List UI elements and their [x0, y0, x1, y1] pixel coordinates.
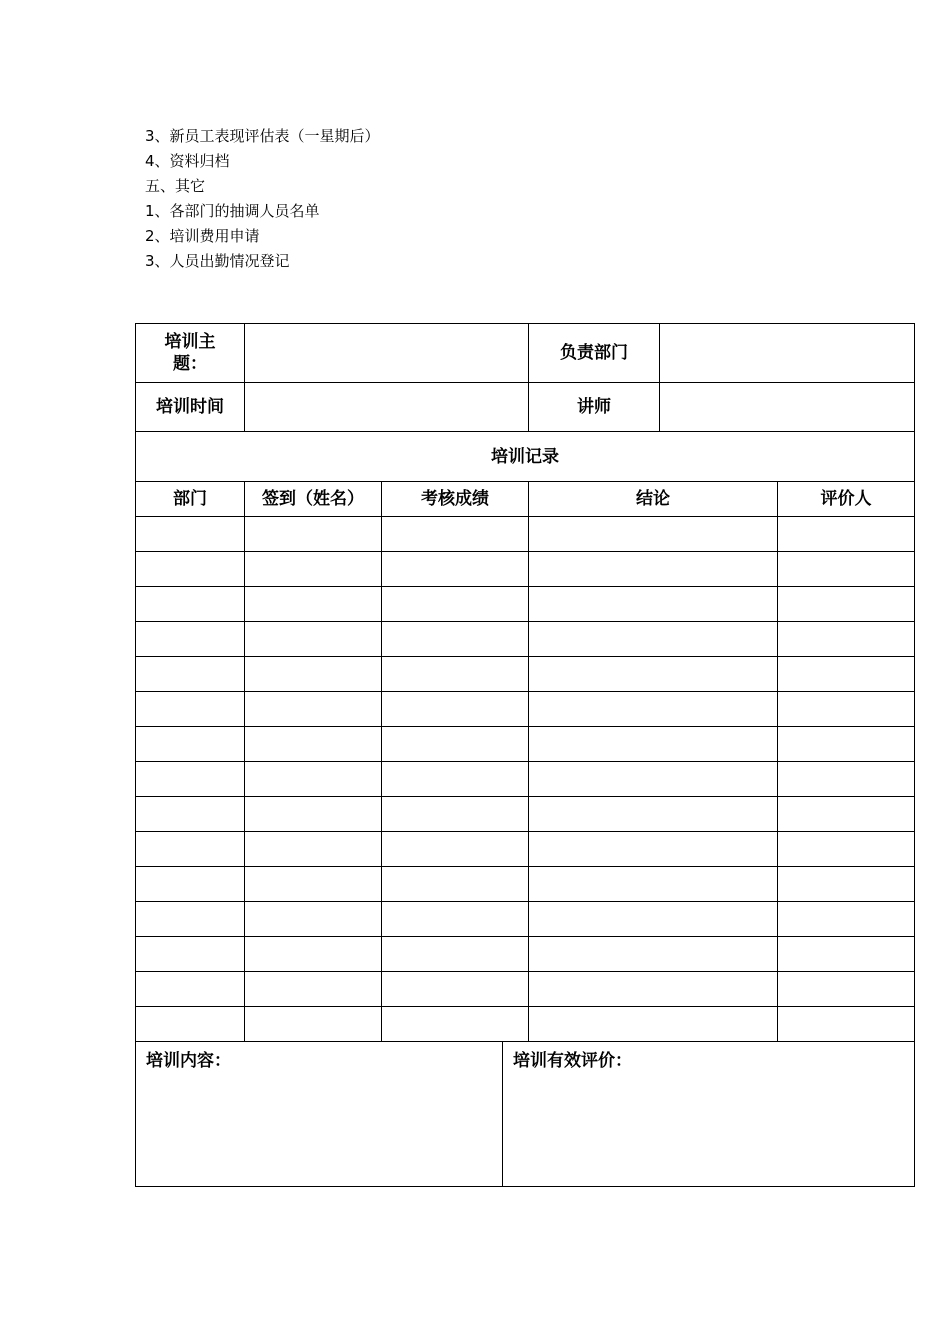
row-conclusion-cell[interactable] — [528, 586, 777, 621]
row-conclusion-cell[interactable] — [528, 866, 777, 901]
col-header-signin: 签到（姓名） — [244, 481, 381, 516]
table-row — [135, 516, 915, 551]
row-dept-cell[interactable] — [135, 586, 244, 621]
row-dept-cell[interactable] — [135, 901, 244, 936]
time-label: 培训时间 — [135, 382, 244, 431]
table-row — [135, 796, 915, 831]
topic-value-field[interactable] — [244, 323, 528, 382]
row-signin-cell[interactable] — [244, 621, 381, 656]
row-conclusion-cell[interactable] — [528, 901, 777, 936]
row-score-cell[interactable] — [381, 586, 528, 621]
row-dept-cell[interactable] — [135, 551, 244, 586]
row-evaluator-cell[interactable] — [777, 691, 915, 726]
row-score-cell[interactable] — [381, 551, 528, 586]
row-score-cell[interactable] — [381, 901, 528, 936]
row-dept-cell[interactable] — [135, 691, 244, 726]
row-evaluator-cell[interactable] — [777, 656, 915, 691]
row-signin-cell[interactable] — [244, 726, 381, 761]
effect-cell[interactable] — [502, 1041, 915, 1187]
row-evaluator-cell[interactable] — [777, 551, 915, 586]
row-conclusion-cell[interactable] — [528, 551, 777, 586]
row-conclusion-cell[interactable] — [528, 726, 777, 761]
row-score-cell[interactable] — [381, 761, 528, 796]
row-dept-cell[interactable] — [135, 621, 244, 656]
table-row — [135, 971, 915, 1006]
row-evaluator-cell[interactable] — [777, 761, 915, 796]
row-signin-cell[interactable] — [244, 656, 381, 691]
list-item: 1、各部门的抽调人员名单 — [145, 202, 320, 220]
list-item: 3、人员出勤情况登记 — [145, 252, 290, 270]
row-conclusion-cell[interactable] — [528, 971, 777, 1006]
topic-label-cell — [135, 323, 244, 382]
list-item: 4、资料归档 — [145, 152, 230, 170]
table-row — [135, 761, 915, 796]
topic-row — [135, 323, 915, 382]
row-signin-cell[interactable] — [244, 586, 381, 621]
list-item: 五、其它 — [145, 177, 206, 195]
row-score-cell[interactable] — [381, 691, 528, 726]
row-dept-cell[interactable] — [135, 656, 244, 691]
table-row — [135, 726, 915, 761]
notes-row — [135, 1041, 915, 1187]
row-conclusion-cell[interactable] — [528, 936, 777, 971]
table-row — [135, 831, 915, 866]
list-item: 3、新员工表现评估表（一星期后） — [145, 127, 380, 145]
content-cell[interactable] — [135, 1041, 502, 1187]
row-conclusion-cell[interactable] — [528, 656, 777, 691]
row-dept-cell[interactable] — [135, 516, 244, 551]
table-row — [135, 901, 915, 936]
row-signin-cell[interactable] — [244, 1006, 381, 1041]
row-signin-cell[interactable] — [244, 796, 381, 831]
row-score-cell[interactable] — [381, 796, 528, 831]
row-dept-cell[interactable] — [135, 936, 244, 971]
row-score-cell[interactable] — [381, 726, 528, 761]
row-conclusion-cell[interactable] — [528, 1006, 777, 1041]
topic-label: 培训主题： — [164, 332, 216, 374]
row-dept-cell[interactable] — [135, 796, 244, 831]
row-dept-cell[interactable] — [135, 726, 244, 761]
effect-label: 培训有效评价： — [513, 1051, 632, 1071]
content-label: 培训内容： — [146, 1051, 231, 1071]
row-signin-cell[interactable] — [244, 551, 381, 586]
record-title: 培训记录 — [135, 431, 915, 481]
col-header-conclusion: 结论 — [528, 481, 777, 516]
table-row — [135, 866, 915, 901]
lecturer-value-field[interactable] — [659, 382, 915, 431]
row-conclusion-cell[interactable] — [528, 516, 777, 551]
row-signin-cell[interactable] — [244, 866, 381, 901]
lecturer-label: 讲师 — [528, 382, 659, 431]
row-dept-cell[interactable] — [135, 761, 244, 796]
row-evaluator-cell[interactable] — [777, 726, 915, 761]
time-value-field[interactable] — [244, 382, 528, 431]
row-signin-cell[interactable] — [244, 516, 381, 551]
row-conclusion-cell[interactable] — [528, 796, 777, 831]
row-dept-cell[interactable] — [135, 866, 244, 901]
col-header-dept: 部门 — [135, 481, 244, 516]
table-row — [135, 586, 915, 621]
row-evaluator-cell[interactable] — [777, 936, 915, 971]
table-row — [135, 936, 915, 971]
col-header-score: 考核成绩 — [381, 481, 528, 516]
row-score-cell[interactable] — [381, 831, 528, 866]
row-evaluator-cell[interactable] — [777, 901, 915, 936]
dept-label: 负责部门 — [528, 323, 659, 382]
row-score-cell[interactable] — [381, 936, 528, 971]
row-signin-cell[interactable] — [244, 761, 381, 796]
table-row — [135, 1006, 915, 1041]
row-evaluator-cell[interactable] — [777, 796, 915, 831]
document-list — [145, 124, 380, 274]
row-evaluator-cell[interactable] — [777, 586, 915, 621]
row-evaluator-cell[interactable] — [777, 831, 915, 866]
table-row — [135, 551, 915, 586]
row-conclusion-cell[interactable] — [528, 621, 777, 656]
row-dept-cell[interactable] — [135, 831, 244, 866]
row-score-cell[interactable] — [381, 656, 528, 691]
row-dept-cell[interactable] — [135, 971, 244, 1006]
row-score-cell[interactable] — [381, 971, 528, 1006]
row-evaluator-cell[interactable] — [777, 516, 915, 551]
row-score-cell[interactable] — [381, 516, 528, 551]
table-row — [135, 656, 915, 691]
row-evaluator-cell[interactable] — [777, 1006, 915, 1041]
record-header-row — [135, 481, 915, 516]
row-signin-cell[interactable] — [244, 936, 381, 971]
row-signin-cell[interactable] — [244, 831, 381, 866]
row-score-cell[interactable] — [381, 866, 528, 901]
row-conclusion-cell[interactable] — [528, 761, 777, 796]
time-row — [135, 382, 915, 431]
record-title-row — [135, 431, 915, 481]
row-signin-cell[interactable] — [244, 691, 381, 726]
table-row — [135, 691, 915, 726]
row-signin-cell[interactable] — [244, 901, 381, 936]
row-signin-cell[interactable] — [244, 971, 381, 1006]
row-score-cell[interactable] — [381, 621, 528, 656]
col-header-evaluator: 评价人 — [777, 481, 915, 516]
row-dept-cell[interactable] — [135, 1006, 244, 1041]
table-row — [135, 621, 915, 656]
row-evaluator-cell[interactable] — [777, 866, 915, 901]
dept-value-field[interactable] — [659, 323, 915, 382]
row-evaluator-cell[interactable] — [777, 621, 915, 656]
row-conclusion-cell[interactable] — [528, 831, 777, 866]
row-score-cell[interactable] — [381, 1006, 528, 1041]
row-conclusion-cell[interactable] — [528, 691, 777, 726]
row-evaluator-cell[interactable] — [777, 971, 915, 1006]
list-item: 2、培训费用申请 — [145, 227, 260, 245]
